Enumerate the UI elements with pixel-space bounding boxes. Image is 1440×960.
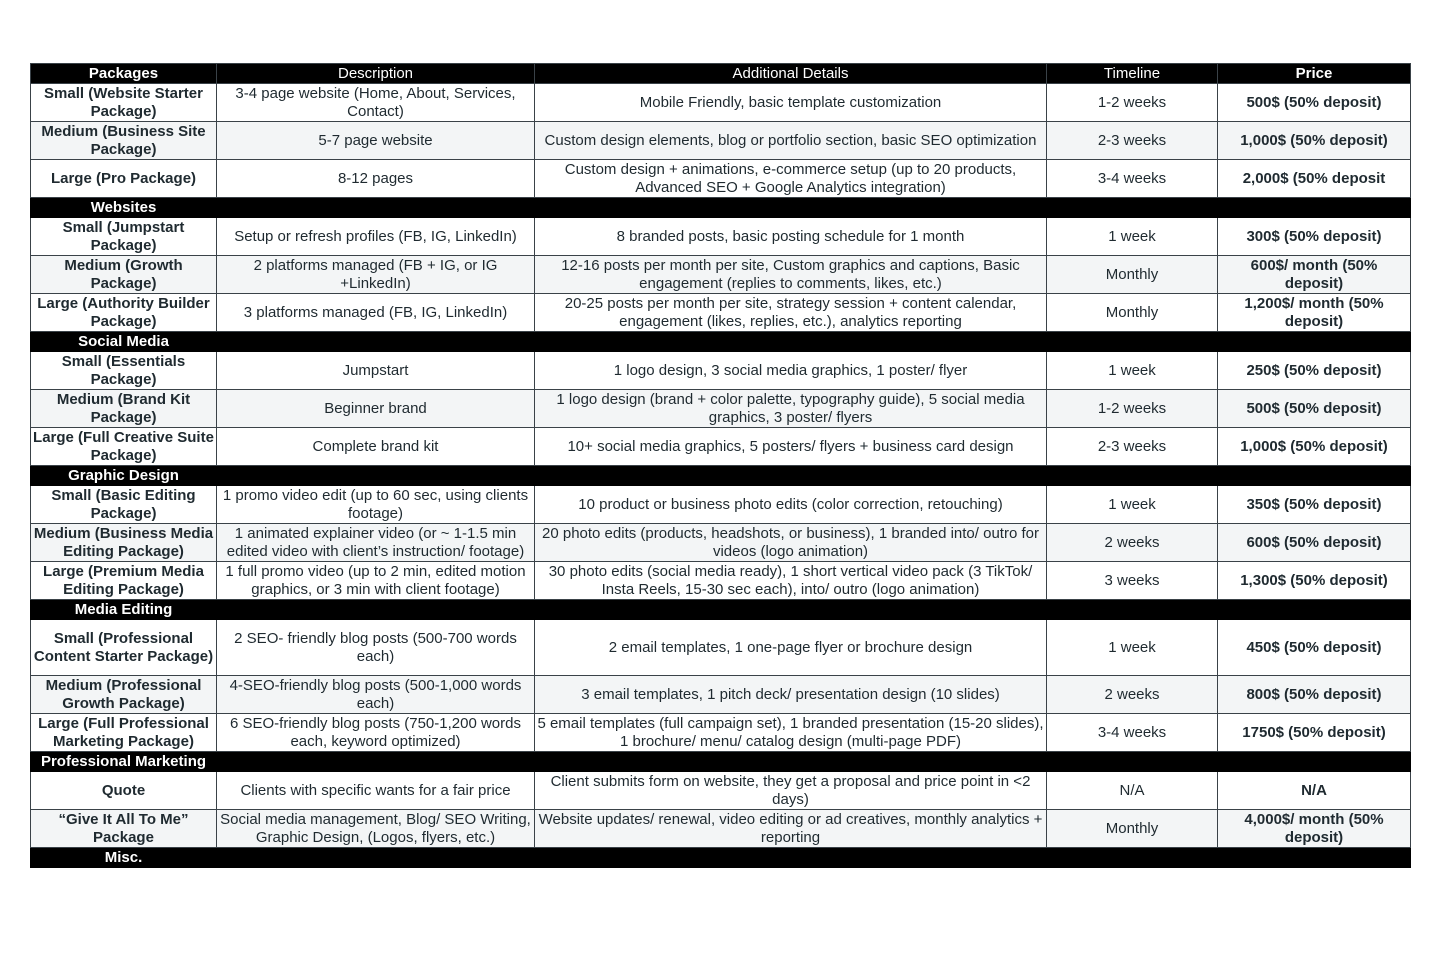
table-row <box>31 524 1411 562</box>
package-cell: Small (Essentials Package) <box>31 352 217 390</box>
timeline-cell: 3 weeks <box>1047 562 1218 600</box>
section-band <box>217 600 1411 620</box>
package-cell: Small (Website Starter Package) <box>31 84 217 122</box>
section-row <box>31 848 1411 868</box>
table-row <box>31 562 1411 600</box>
details-cell: 8 branded posts, basic posting schedule for 1 month <box>535 218 1047 256</box>
price-cell: 1,000$ (50% deposit) <box>1218 428 1411 466</box>
section-row <box>31 332 1411 352</box>
header-timeline: Timeline <box>1047 64 1218 84</box>
timeline-cell: 1 week <box>1047 620 1218 676</box>
section-row <box>31 198 1411 218</box>
package-cell: Large (Pro Package) <box>31 160 217 198</box>
section-band <box>217 466 1411 486</box>
details-cell: 2 email templates, 1 one-page flyer or brochure design <box>535 620 1047 676</box>
section-label: Social Media <box>31 332 217 352</box>
price-cell: 600$ (50% deposit) <box>1218 524 1411 562</box>
section-row <box>31 752 1411 772</box>
timeline-cell: 2 weeks <box>1047 676 1218 714</box>
table-header <box>31 64 1411 84</box>
section-band <box>217 848 1411 868</box>
description-cell: 8-12 pages <box>217 160 535 198</box>
timeline-cell: Monthly <box>1047 810 1218 848</box>
pricing-table <box>30 63 1411 868</box>
timeline-cell: N/A <box>1047 772 1218 810</box>
table-row <box>31 486 1411 524</box>
price-cell: 1,000$ (50% deposit) <box>1218 122 1411 160</box>
details-cell: Custom design + animations, e-commerce setup (up to 20 products, Advanced SEO + Google Analytics integration) <box>535 160 1047 198</box>
price-cell: 450$ (50% deposit) <box>1218 620 1411 676</box>
package-cell: Large (Full Creative Suite Package) <box>31 428 217 466</box>
price-cell: 250$ (50% deposit) <box>1218 352 1411 390</box>
package-cell: Medium (Brand Kit Package) <box>31 390 217 428</box>
section-row <box>31 466 1411 486</box>
description-cell: 3-4 page website (Home, About, Services, Contact) <box>217 84 535 122</box>
details-cell: Mobile Friendly, basic template customization <box>535 84 1047 122</box>
timeline-cell: 3-4 weeks <box>1047 160 1218 198</box>
details-cell: 12-16 posts per month per site, Custom graphics and captions, Basic engagement (replies to comments, likes, etc.) <box>535 256 1047 294</box>
price-cell: 500$ (50% deposit) <box>1218 84 1411 122</box>
price-cell: N/A <box>1218 772 1411 810</box>
price-cell: 1750$ (50% deposit) <box>1218 714 1411 752</box>
table-row <box>31 676 1411 714</box>
description-cell: Social media management, Blog/ SEO Writing, Graphic Design, (Logos, flyers, etc.) <box>217 810 535 848</box>
package-cell: Small (Jumpstart Package) <box>31 218 217 256</box>
table-row <box>31 218 1411 256</box>
timeline-cell: Monthly <box>1047 256 1218 294</box>
timeline-cell: 1 week <box>1047 486 1218 524</box>
description-cell: Clients with specific wants for a fair price <box>217 772 535 810</box>
section-label: Professional Marketing <box>31 752 217 772</box>
table-row <box>31 122 1411 160</box>
description-cell: 6 SEO-friendly blog posts (750-1,200 words each, keyword optimized) <box>217 714 535 752</box>
table-row <box>31 390 1411 428</box>
details-cell: Website updates/ renewal, video editing or ad creatives, monthly analytics + reporting <box>535 810 1047 848</box>
timeline-cell: 2 weeks <box>1047 524 1218 562</box>
package-cell: Large (Full Professional Marketing Package) <box>31 714 217 752</box>
description-cell: Complete brand kit <box>217 428 535 466</box>
description-cell: 1 promo video edit (up to 60 sec, using clients footage) <box>217 486 535 524</box>
section-band <box>217 752 1411 772</box>
table-row <box>31 294 1411 332</box>
details-cell: 3 email templates, 1 pitch deck/ presentation design (10 slides) <box>535 676 1047 714</box>
price-cell: 1,200$/ month (50% deposit) <box>1218 294 1411 332</box>
details-cell: 20 photo edits (products, headshots, or business), 1 branded into/ outro for videos (logo animation) <box>535 524 1047 562</box>
description-cell: Beginner brand <box>217 390 535 428</box>
price-cell: 1,300$ (50% deposit) <box>1218 562 1411 600</box>
price-cell: 800$ (50% deposit) <box>1218 676 1411 714</box>
package-cell: Medium (Growth Package) <box>31 256 217 294</box>
package-cell: Medium (Business Site Package) <box>31 122 217 160</box>
package-cell: Large (Premium Media Editing Package) <box>31 562 217 600</box>
details-cell: 5 email templates (full campaign set), 1 branded presentation (15-20 slides), 1 brochure/ menu/ catalog design (multi-page PDF) <box>535 714 1047 752</box>
package-cell: Small (Basic Editing Package) <box>31 486 217 524</box>
description-cell: Setup or refresh profiles (FB, IG, LinkedIn) <box>217 218 535 256</box>
header-row <box>31 64 1411 84</box>
table-body <box>31 84 1411 868</box>
timeline-cell: 3-4 weeks <box>1047 714 1218 752</box>
details-cell: 1 logo design, 3 social media graphics, 1 poster/ flyer <box>535 352 1047 390</box>
timeline-cell: 1 week <box>1047 352 1218 390</box>
details-cell: 1 logo design (brand + color palette, typography guide), 5 social media graphics, 3 poster/ flyers <box>535 390 1047 428</box>
package-cell: Medium (Professional Growth Package) <box>31 676 217 714</box>
section-band <box>217 198 1411 218</box>
timeline-cell: 1-2 weeks <box>1047 390 1218 428</box>
table-row <box>31 620 1411 676</box>
section-label: Websites <box>31 198 217 218</box>
section-row <box>31 600 1411 620</box>
table-row <box>31 84 1411 122</box>
table-row <box>31 772 1411 810</box>
details-cell: 30 photo edits (social media ready), 1 short vertical video pack (3 TikTok/ Insta Reels, 15-30 sec each), into/ outro (logo animation) <box>535 562 1047 600</box>
package-cell: Small (Professional Content Starter Package) <box>31 620 217 676</box>
package-cell: Quote <box>31 772 217 810</box>
table-row <box>31 160 1411 198</box>
timeline-cell: Monthly <box>1047 294 1218 332</box>
description-cell: 3 platforms managed (FB, IG, LinkedIn) <box>217 294 535 332</box>
price-cell: 600$/ month (50% deposit) <box>1218 256 1411 294</box>
price-cell: 350$ (50% deposit) <box>1218 486 1411 524</box>
package-cell: Large (Authority Builder Package) <box>31 294 217 332</box>
price-cell: 300$ (50% deposit) <box>1218 218 1411 256</box>
table-row <box>31 428 1411 466</box>
details-cell: Client submits form on website, they get a proposal and price point in <2 days) <box>535 772 1047 810</box>
description-cell: 4-SEO-friendly blog posts (500-1,000 words each) <box>217 676 535 714</box>
timeline-cell: 2-3 weeks <box>1047 122 1218 160</box>
table-row <box>31 810 1411 848</box>
table-row <box>31 714 1411 752</box>
price-cell: 4,000$/ month (50% deposit) <box>1218 810 1411 848</box>
description-cell: 2 SEO- friendly blog posts (500-700 words each) <box>217 620 535 676</box>
header-description: Description <box>217 64 535 84</box>
section-band <box>217 332 1411 352</box>
details-cell: Custom design elements, blog or portfolio section, basic SEO optimization <box>535 122 1047 160</box>
details-cell: 10 product or business photo edits (color correction, retouching) <box>535 486 1047 524</box>
price-cell: 500$ (50% deposit) <box>1218 390 1411 428</box>
section-label: Media Editing <box>31 600 217 620</box>
package-cell: Medium (Business Media Editing Package) <box>31 524 217 562</box>
table-row <box>31 352 1411 390</box>
table-row <box>31 256 1411 294</box>
section-label: Misc. <box>31 848 217 868</box>
section-label: Graphic Design <box>31 466 217 486</box>
description-cell: 5-7 page website <box>217 122 535 160</box>
header-price: Price <box>1218 64 1411 84</box>
timeline-cell: 1-2 weeks <box>1047 84 1218 122</box>
description-cell: 2 platforms managed (FB + IG, or IG +LinkedIn) <box>217 256 535 294</box>
details-cell: 20-25 posts per month per site, strategy session + content calendar, engagement (likes, replies, etc.), analytics reporting <box>535 294 1047 332</box>
details-cell: 10+ social media graphics, 5 posters/ flyers + business card design <box>535 428 1047 466</box>
description-cell: 1 animated explainer video (or ~ 1-1.5 min edited video with client’s instruction/ footage) <box>217 524 535 562</box>
timeline-cell: 1 week <box>1047 218 1218 256</box>
price-cell: 2,000$ (50% deposit <box>1218 160 1411 198</box>
description-cell: 1 full promo video (up to 2 min, edited motion graphics, or 3 min with client footage) <box>217 562 535 600</box>
timeline-cell: 2-3 weeks <box>1047 428 1218 466</box>
header-packages: Packages <box>31 64 217 84</box>
package-cell: “Give It All To Me” Package <box>31 810 217 848</box>
description-cell: Jumpstart <box>217 352 535 390</box>
header-additional-details: Additional Details <box>535 64 1047 84</box>
